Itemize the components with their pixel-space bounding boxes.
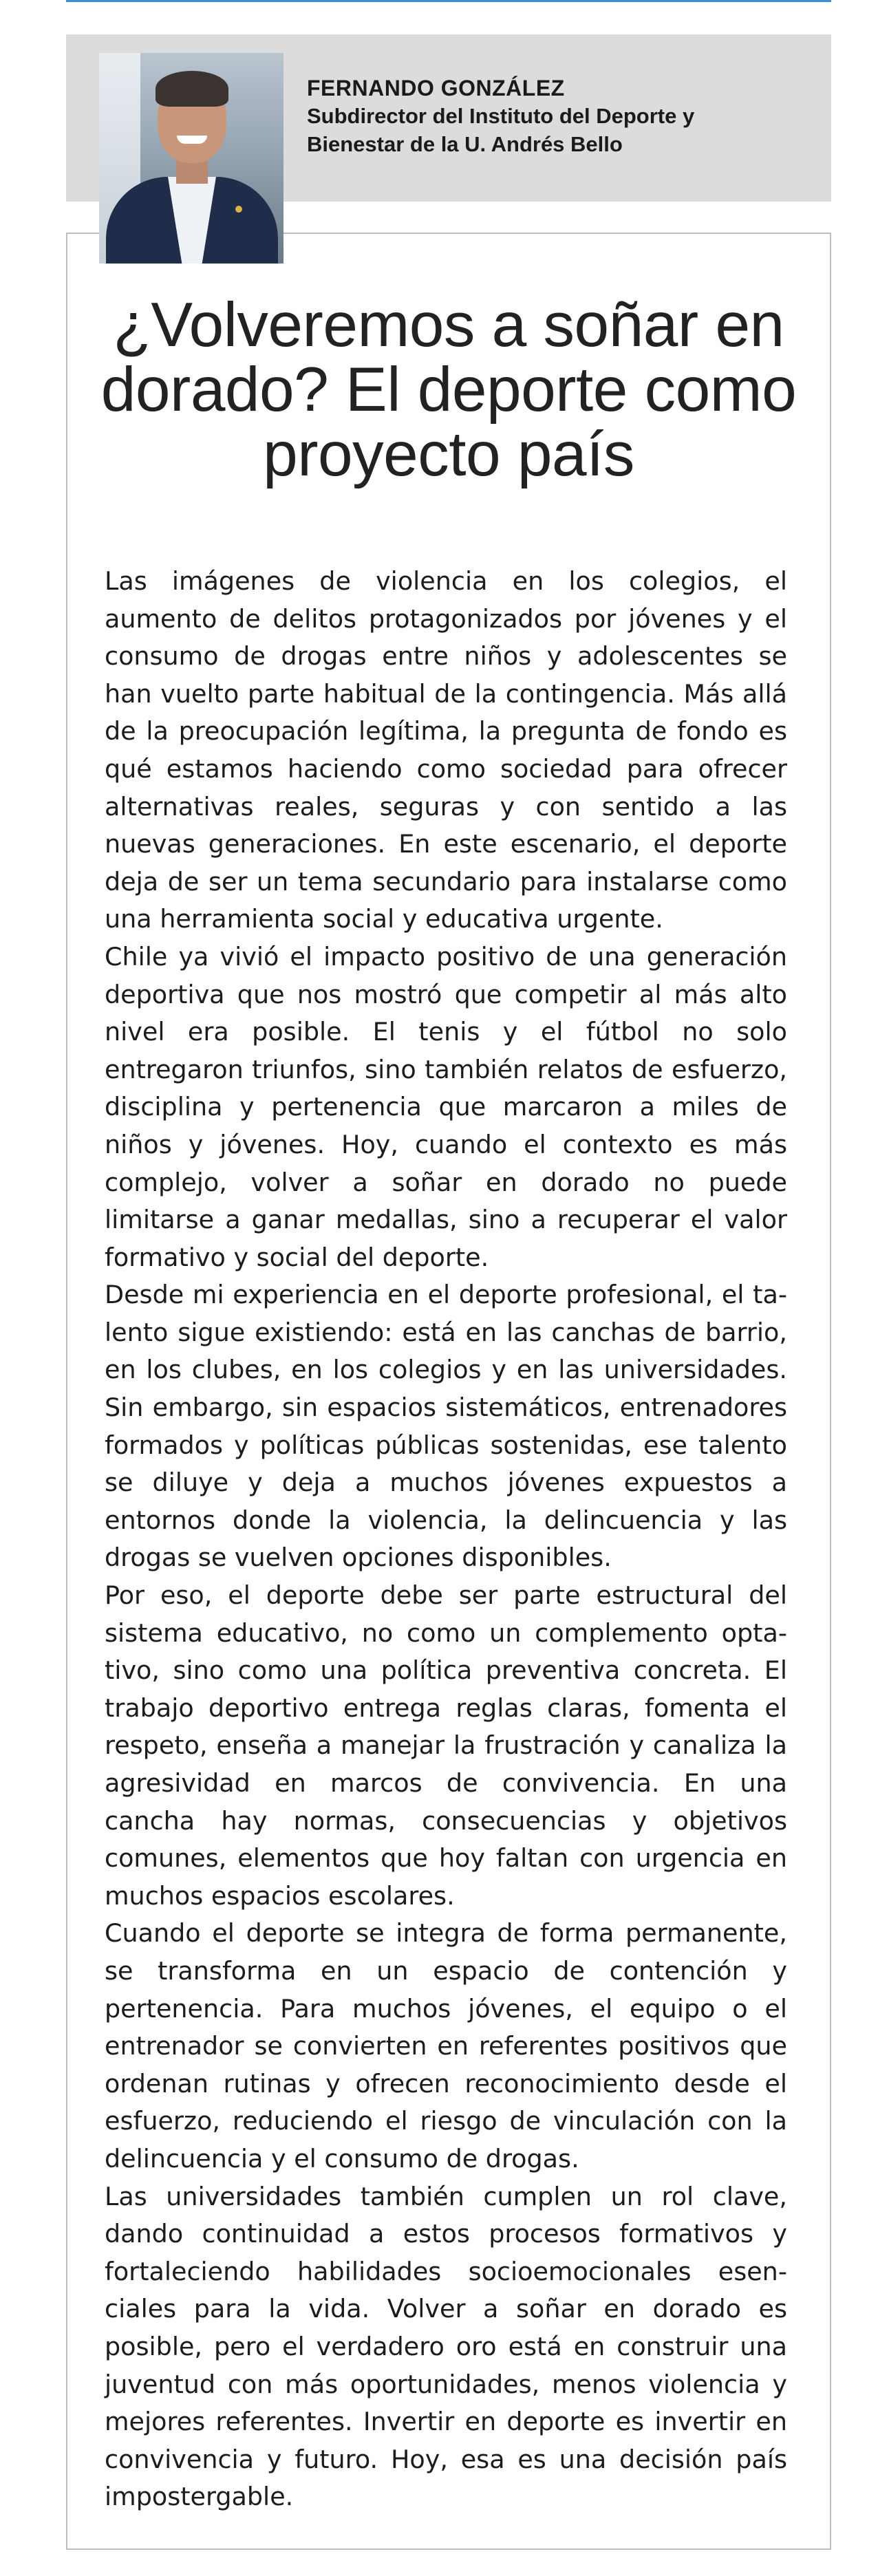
article-paragraph: Desde mi experiencia en el deporte profesional, el talento sigue existiendo: está en las canchas de barrio, en los clubes, en los colegios y en las universidades. Sin embargo, sin espacios sistemáticos, entrenadores formados y políticas públicas sostenidas, ese talento se diluye y deja a muchos jóvenes expuestos a entornos donde la violencia, la delincuencia y las drogas se vuelven opciones disponibles. — [105, 1280, 787, 1573]
article-paragraph: Por eso, el deporte debe ser parte estructural del sistema educativo, no como un complemento optativo, sino como una política preventiva concreta. El trabajo deportivo entrega reglas claras, fomenta el respeto, enseña a manejar la frustración y canaliza la agresividad en marcos de convivencia. En una cancha hay normas, consecuencias y objetivos comunes, elementos que hoy faltan con urgencia en muchos espacios escolares. — [105, 1580, 787, 1911]
photo-smile — [177, 136, 207, 144]
article-paragraph: Cuando el deporte se integra de forma permanente, se transforma en un espacio de contención y pertenencia. Para muchos jóvenes, el equipo o el entrenador se convierten en referentes positivos que ordenan rutinas y ofrecen reconocimiento desde el esfuerzo, reduciendo el riesgo de vinculación con la delincuencia y el consumo de drogas. — [105, 1918, 787, 2174]
article-body — [105, 563, 787, 2516]
author-info — [307, 74, 816, 158]
article-paragraph: Chile ya vivió el impacto positivo de una generación deportiva que nos mostró que competir al más alto nivel era posible. El tenis y el fútbol no solo entregaron triunfos, sino también relatos de esfuerzo, disciplina y pertenencia que marcaron a miles de niños y jóvenes. Hoy, cuando el contexto es más complejo, volver a soñar en dorado no puede limitarse a ganar medallas, sino a recuperar el valor formativo y social del deporte. — [105, 941, 787, 1272]
author-role-line-2: Bienestar de la U. Andrés Bello — [307, 132, 623, 156]
photo-lapel-pin — [235, 206, 242, 213]
author-name: FERNANDO GONZÁLEZ — [307, 76, 565, 100]
photo-hair — [156, 71, 228, 107]
article-paragraph: Las imágenes de violencia en los colegios, el aumento de delitos protagonizados por jóvenes y el consumo de drogas entre niños y adolescentes se han vuelto parte habitual de la contingencia. Más allá de la preocupación legítima, la pregunta de fondo es qué estamos haciendo como sociedad para ofrecer alternativas reales, seguras y con sentido a las nuevas generaciones. En este escenario, el deporte deja de ser un tema secundario para instalarse como una herramienta social y educativa urgente. — [105, 566, 787, 934]
article-headline: ¿Volveremos a soñar en dorado? El deporte como proyecto país — [100, 290, 797, 489]
top-accent-rule — [66, 0, 831, 2]
author-role-line-1: Subdirector del Instituto del Deporte y — [307, 104, 695, 128]
author-photo — [99, 53, 283, 264]
article-paragraph: Las universidades también cumplen un rol clave, dando continuidad a estos procesos formativos y fortaleciendo habilidades socioemocionales esenciales para la vida. Volver a soñar en dorado es posible, pero el verdadero oro está en construir una juventud con más oportunidades, menos violencia y mejores referentes. Invertir en deporte es invertir en convivencia y futuro. Hoy, esa es una decisión país impostergable. — [105, 2181, 787, 2512]
